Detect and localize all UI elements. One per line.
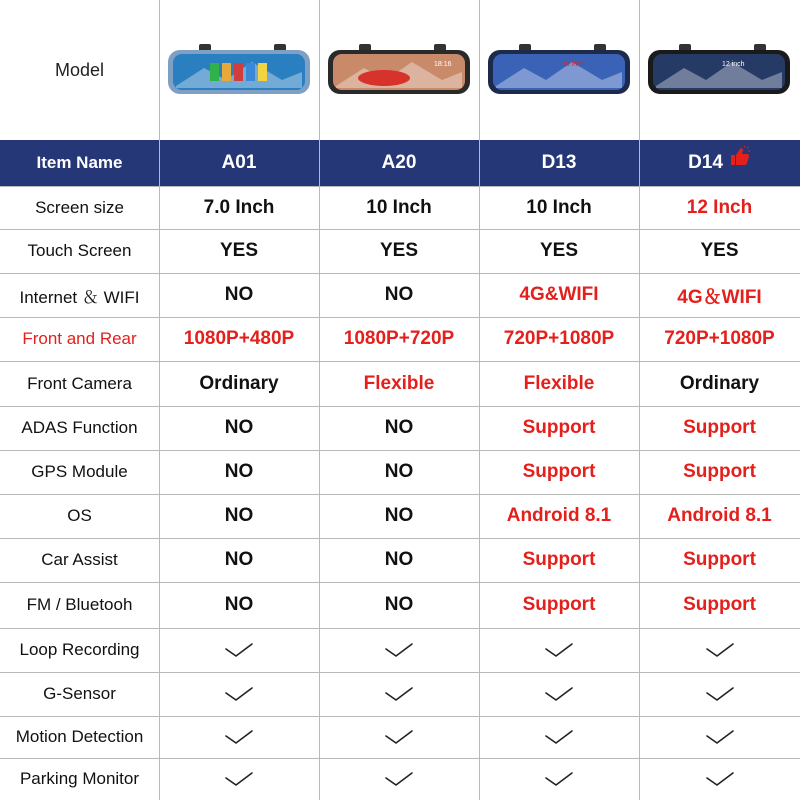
checkmark-icon [384,642,414,658]
row-divider [0,672,800,673]
thumbs-up-hot-icon [729,146,751,172]
check-cell [319,716,479,758]
value-cell: Support [683,417,756,438]
row-label: Screen size [35,197,124,217]
value-cell: NO [224,549,254,570]
screen-app-tile [258,63,267,81]
value-cell: 10 Inch [366,196,432,218]
checkmark-icon [384,771,414,787]
row-divider [0,406,800,407]
value-cell: NO [224,505,254,526]
value-cell: 1080P+480P [183,328,295,349]
value-cell: 4G＆WIFI [677,286,762,308]
check-cell [479,628,639,672]
check-cell [479,672,639,716]
checkmark-icon [384,729,414,745]
product-image-d13 [484,30,634,110]
table-row [0,361,800,406]
value-cell: NO [224,594,254,615]
value-cell: 720P+1080P [503,328,615,349]
check-cell [319,758,479,800]
screen-caption: 10 inch [562,61,585,68]
value-cell: 4G&WIFI [519,284,599,305]
value-cell: 10 Inch [526,196,592,218]
row-label: Car Assist [41,550,118,569]
value-cell: 7.0 Inch [203,196,275,218]
value-cell: Support [522,594,596,615]
row-label: Front Camera [27,373,132,393]
mirror-dashcam-graphic [484,30,634,110]
row-divider [0,450,800,451]
row-divider [0,628,800,629]
value-cell: Support [683,549,756,570]
value-cell: 720P+1080P [664,328,775,349]
value-cell: NO [384,549,414,570]
table-row [0,758,800,800]
value-cell: YES [219,240,259,261]
value-cell: NO [384,594,414,615]
screen-app-tile [222,63,231,81]
value-cell: Support [522,549,596,570]
check-cell [479,716,639,758]
row-divider [0,361,800,362]
header-model-label: D14 [688,152,723,173]
column-divider [159,0,160,800]
value-cell: Android 8.1 [667,505,772,526]
checkmark-icon [705,642,735,658]
value-cell: 1080P+720P [343,328,455,349]
mirror-dashcam-graphic [324,30,474,110]
table-row [0,450,800,494]
screen-app-tile [234,63,243,81]
row-divider [0,273,800,274]
row-label: G-Sensor [43,684,116,703]
row-label: Loop Recording [19,640,140,659]
column-divider [639,0,640,800]
header-model-d14 [639,140,800,186]
value-cell: Ordinary [679,372,760,394]
product-image-a01 [164,30,314,110]
check-cell [479,758,639,800]
value-cell: NO [224,461,254,482]
screen-car [358,70,410,86]
row-divider [0,494,800,495]
check-cell [639,672,800,716]
table-header [0,140,800,186]
checkmark-icon [224,729,254,745]
value-cell: Ordinary [199,372,279,394]
table-row [0,229,800,273]
row-label: Parking Monitor [19,769,140,788]
product-image-a20 [324,30,474,110]
row-divider [0,317,800,318]
checkmark-icon [544,729,574,745]
row-label: GPS Module [31,462,128,481]
checkmark-icon [544,686,574,702]
check-cell [639,716,800,758]
table-row [0,538,800,582]
value-cell: NO [384,505,414,526]
value-cell: Support [683,461,756,482]
row-label: OS [67,506,92,525]
screen-caption: 18:16 [434,61,452,68]
mirror-dashcam-graphic [164,30,314,110]
check-cell [159,672,319,716]
check-cell [159,628,319,672]
value-cell: 12 Inch [686,196,753,218]
row-label: FM / Bluetooh [26,595,133,614]
mirror-dashcam-graphic [644,30,794,110]
value-cell: Flexible [523,372,595,394]
row-divider [0,186,800,187]
table-row [0,317,800,361]
row-label: Front and Rear [22,329,137,348]
checkmark-icon [384,686,414,702]
check-cell [319,672,479,716]
header-model-a20 [319,140,479,186]
checkmark-icon [705,771,735,787]
model-row-label: Model [54,59,105,80]
model-image-row [0,0,800,140]
value-cell: NO [224,417,254,438]
table-row [0,494,800,538]
value-cell: Support [522,417,596,438]
table-row [0,672,800,716]
checkmark-icon [544,771,574,787]
column-divider [479,0,480,800]
table-row [0,716,800,758]
value-cell: NO [384,284,414,305]
value-cell: Flexible [363,372,435,394]
header-model-label: A20 [381,152,417,173]
checkmark-icon [705,686,735,702]
table-row [0,273,800,317]
header-model-a01 [159,140,319,186]
value-cell: YES [379,240,419,261]
value-cell: NO [384,461,414,482]
row-divider [0,538,800,539]
value-cell: YES [539,240,579,261]
header-model-d13 [479,140,639,186]
table-row [0,628,800,672]
header-model-label: D13 [541,152,577,173]
product-image-d14 [644,30,794,110]
row-label: Motion Detection [15,727,144,746]
value-cell: Support [522,461,596,482]
value-cell: YES [700,240,739,261]
header-item-name: Item Name [36,153,123,172]
table-row [0,186,800,229]
value-cell: NO [384,417,414,438]
row-divider [0,582,800,583]
screen-app-tile [210,63,219,81]
check-cell [639,628,800,672]
checkmark-icon [544,642,574,658]
header-model-label: A01 [221,152,257,173]
screen-caption: 12 inch [722,61,745,68]
screen-app-tile [246,63,255,81]
table-row [0,582,800,628]
checkmark-icon [224,771,254,787]
row-divider [0,758,800,759]
check-cell [639,758,800,800]
checkmark-icon [224,642,254,658]
value-cell: NO [224,284,254,305]
row-label: Internet ＆ WIFI [19,287,140,307]
check-cell [159,716,319,758]
row-divider [0,229,800,230]
checkmark-icon [705,729,735,745]
column-divider [319,0,320,800]
table-row [0,406,800,450]
value-cell: Android 8.1 [506,505,612,526]
checkmark-icon [224,686,254,702]
check-cell [319,628,479,672]
row-divider [0,716,800,717]
check-cell [159,758,319,800]
value-cell: Support [683,594,756,615]
row-label: ADAS Function [21,418,138,437]
row-label: Touch Screen [27,241,132,260]
